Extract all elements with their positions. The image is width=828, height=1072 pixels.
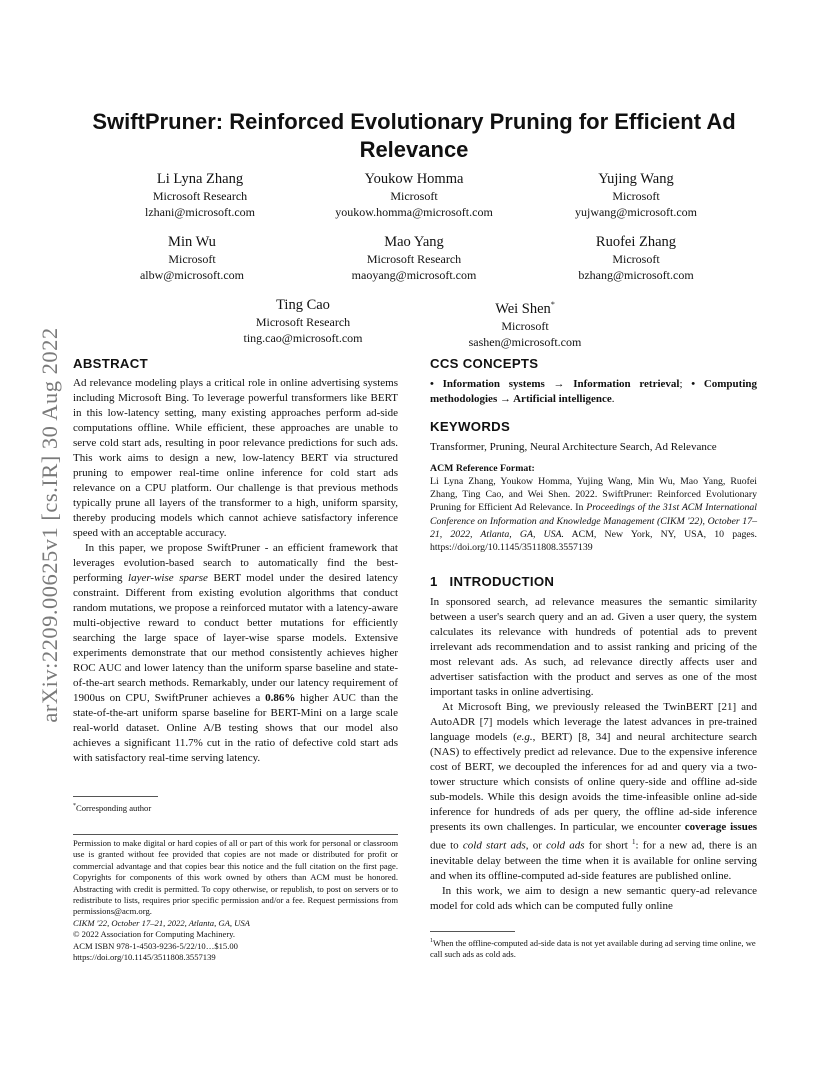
- author-name: Yujing Wang: [598, 171, 674, 187]
- author-affiliation: Microsoft Research: [366, 252, 462, 266]
- author-affiliation: Microsoft: [168, 252, 216, 266]
- author-affiliation: Microsoft: [501, 318, 549, 333]
- introduction-section: [430, 574, 757, 914]
- intro-text: due to: [430, 839, 463, 852]
- author-affiliation: Microsoft: [612, 189, 660, 203]
- author-name-text: Wei Shen: [495, 300, 551, 317]
- intro-emphasis: e.g.: [516, 731, 533, 743]
- acm-reference-text: [430, 475, 757, 554]
- acm-ref-text: Li Lyna Zhang, Youkow Homma, Yujing Wang, Min Wu, Mao Yang, Ruofei Zhang, Ting Cao, and Wei Shen. 2022. SwiftPruner: Reinforced Evolutionary Pruning for Efficient Ad Relevance. In: [430, 476, 757, 514]
- author-affiliation: Microsoft: [390, 189, 438, 203]
- keywords-text: Transformer, Pruning, Neural Architecture Search, Ad Relevance: [430, 441, 717, 453]
- footnote-corresponding: [73, 801, 398, 814]
- acm-reference-heading: ACM Reference Format:: [430, 463, 535, 474]
- author-name: Ruofei Zhang: [595, 234, 677, 250]
- permission-rule: [73, 834, 398, 835]
- author-name: Youkow Homma: [364, 171, 464, 187]
- author-email: ting.cao@microsoft.com: [243, 331, 363, 345]
- keywords-heading: KEYWORDS: [430, 419, 511, 434]
- ccs-concept-2: • Computing methodologies → Artificial intelligence: [430, 378, 757, 405]
- abstract-paragraph-1: Ad relevance modeling plays a critical role in online advertising systems including Microsoft Bing. To leverage powerful transformers like BERT in this low-latency setting, many existing approaches perform ad-side computations offline. While efficient, these approaches are unable to serve cold start ads, resulting in poor relevance predictions for such ads. This work aims to design a new, low-latency BERT via structured pruning to empower real-time online inference for cold start ads relevance on a CPU platform. Our challenge is that previous methods typically prune all layers of the transformer to a high, uniform sparsity, thereby producing models which cannot achieve satisfactory inference speed with an acceptable accuracy.: [73, 377, 398, 539]
- author-email: lzhani@microsoft.com: [144, 205, 256, 219]
- permission-block: [73, 838, 398, 963]
- author-6: [526, 233, 746, 283]
- abstract-emphasis: layer-wise sparse: [128, 572, 208, 584]
- abstract-text: higher AUC than the state-of-the-art uniform sparse baseline for BERT-Mini on a large scale real-world dataset. Online A/B testing shows that our model also achieves a significant 11.7% cut in the ratio of defective cold start ads with satisfactory real-time serving latency.: [73, 692, 398, 764]
- abstract-strong: 0.86%: [265, 692, 296, 704]
- author-name: Min Wu: [168, 234, 216, 250]
- isbn-line: ACM ISBN 978-1-4503-9236-5/22/10…$15.00: [73, 940, 238, 951]
- introduction-heading: 1 INTRODUCTION: [430, 574, 555, 589]
- abstract-text: In this paper, we propose SwiftPruner - an efficient framework that leverages evolution-based search to automatically find the best-performing: [73, 542, 398, 584]
- author-email: youkow.homma@microsoft.com: [335, 205, 493, 219]
- intro-text: for short: [584, 839, 633, 852]
- intro-paragraph-2: [430, 700, 757, 884]
- acm-ref-emphasis: Proceedings of the 31st ACM International Conference on Information and Knowledge Management (CIKM '22), October 17–21, 2022, Atlanta, GA, USA.: [430, 502, 758, 540]
- author-email: bzhang@microsoft.com: [578, 268, 694, 282]
- intro-emphasis: cold start ads: [462, 839, 526, 852]
- footnote-ref: 1: [632, 838, 636, 846]
- intro-emphasis: cold ads: [546, 839, 585, 852]
- footnote-text: When the offline-computed ad-side data is not yet available during ad serving time online, we call such ads as cold ads.: [430, 937, 756, 960]
- ccs-separator: ;: [679, 378, 692, 390]
- author-4: [82, 233, 302, 283]
- abstract-heading: ABSTRACT: [73, 356, 148, 371]
- ccs-heading: CCS CONCEPTS: [430, 356, 539, 371]
- doi-line: https://doi.org/10.1145/3511808.3557139: [73, 952, 216, 963]
- author-name: Ting Cao: [276, 297, 330, 313]
- author-email: maoyang@microsoft.com: [351, 268, 477, 282]
- footnote-cold-ads: [430, 936, 757, 961]
- ccs-concepts: [430, 377, 757, 407]
- arxiv-stamp: arXiv:2209.00625v1 [cs.IR] 30 Aug 2022: [37, 327, 62, 723]
- ccs-section: [430, 356, 757, 407]
- permission-text: Permission to make digital or hard copies of all or part of this work for personal or classroom use is granted without fee provided that copies are not made or distributed for profit or commercial advantage and that copies bear this notice and the full citation on the first page. Copyrights for components of this work owned by others than ACM must be honored. Abstracting with credit is permitted. To copy otherwise, or republish, to post on servers or to redistribute to lists, requires prior specific permission and/or a fee. Request permissions from permissions@acm.org.: [73, 838, 398, 917]
- author-affiliation: Microsoft: [612, 252, 660, 266]
- author-affiliation: Microsoft Research: [255, 315, 351, 329]
- intro-text: , BERT) [8, 34] and neural architecture search (NAS) to effectively predict ad relevance. Due to the expensive inference cost of BERT, we decoupled the inferences for ad and query via a two-tower structure which consists of online query-side and offline ad-side sub-models. While this design avoids the time-infeasible online ad-side inference for hundreds of ads per query, the offline ad-side inference presents its own challenges. In particular, we encounter: [430, 731, 757, 833]
- footnote-rule: [73, 796, 158, 797]
- author-email: yujwang@microsoft.com: [574, 205, 698, 219]
- ccs-end: .: [611, 393, 615, 405]
- intro-text: , or: [525, 839, 547, 852]
- author-name: Li Lyna Zhang: [156, 171, 244, 187]
- footnote-mark: 1: [430, 938, 433, 944]
- footnote-text: Corresponding author: [76, 802, 152, 813]
- acm-ref-text: ACM, New York, NY, USA, 10 pages. https://doi.org/10.1145/3511808.3557139: [430, 528, 757, 554]
- copyright-line: © 2022 Association for Computing Machinery.: [73, 929, 236, 940]
- paper-title: SwiftPruner: Reinforced Evolutionary Pruning for Efficient Ad Relevance: [92, 109, 736, 162]
- author-5: [304, 233, 524, 283]
- intro-paragraph-3: In this work, we aim to design a new semantic query-ad relevance model for cold ads which can be computed fully online: [430, 884, 757, 912]
- abstract-section: [73, 356, 398, 766]
- author-affiliation: Microsoft Research: [152, 189, 248, 203]
- author-name: Mao Yang: [384, 234, 444, 250]
- footnote-rule: [430, 931, 515, 932]
- author-email: albw@microsoft.com: [139, 268, 245, 282]
- author-2: [304, 170, 524, 220]
- intro-paragraph-1: In sponsored search, ad relevance measures the semantic similarity between a user's search query and an ad. Given a user query, the system calculates its relevance with hundreds of potential ads to prevent irrelevant ads recommendation and to assist ranking and pricing of the most relevant ads. As such, ad relevance directly affects user and advertiser satisfaction with the product and serves as one of the most important tasks in online advertising.: [430, 596, 757, 698]
- author-1: [90, 170, 310, 220]
- abstract-text: BERT model under the desired latency constraint. Different from existing evolution algorithms that conduct random mutations, we propose a reinforced mutator with a latency-aware multi-objective reward to conduct better mutations for efficiently searching the large space of layer-wise sparse models. Extensive experiments demonstrate that our method consistently achieves higher ROC AUC and lower latency than the uniform sparse baseline and state-of-the-art search methods. Remarkably, under our latency requirement of 1900us on CPU, SwiftPruner achieves a: [73, 572, 399, 704]
- author-email: sashen@microsoft.com: [468, 334, 582, 349]
- acm-reference: [430, 462, 757, 554]
- intro-text: At Microsoft Bing, we previously released the TwinBERT [21] and AutoADR [7] models which leverage the latest advances in pre-trained language models (: [430, 701, 757, 743]
- keywords-section: [430, 419, 757, 455]
- abstract-paragraph-2: [73, 541, 398, 766]
- ccs-concept-1: • Information systems → Information retrieval: [430, 378, 680, 390]
- corresponding-mark: *: [550, 300, 555, 309]
- intro-strong: coverage issues: [684, 821, 757, 833]
- author-name: [415, 296, 635, 318]
- intro-text: : for a new ad, there is an inevitable delay between the time when it is available for online serving and when its offline-computed ad-side features are published online.: [430, 839, 757, 882]
- author-3: [526, 170, 746, 220]
- footnote-mark: *: [73, 803, 76, 809]
- author-8: [415, 296, 635, 350]
- author-7: [193, 296, 413, 346]
- venue-line: CIKM '22, October 17–21, 2022, Atlanta, GA, USA: [73, 917, 250, 928]
